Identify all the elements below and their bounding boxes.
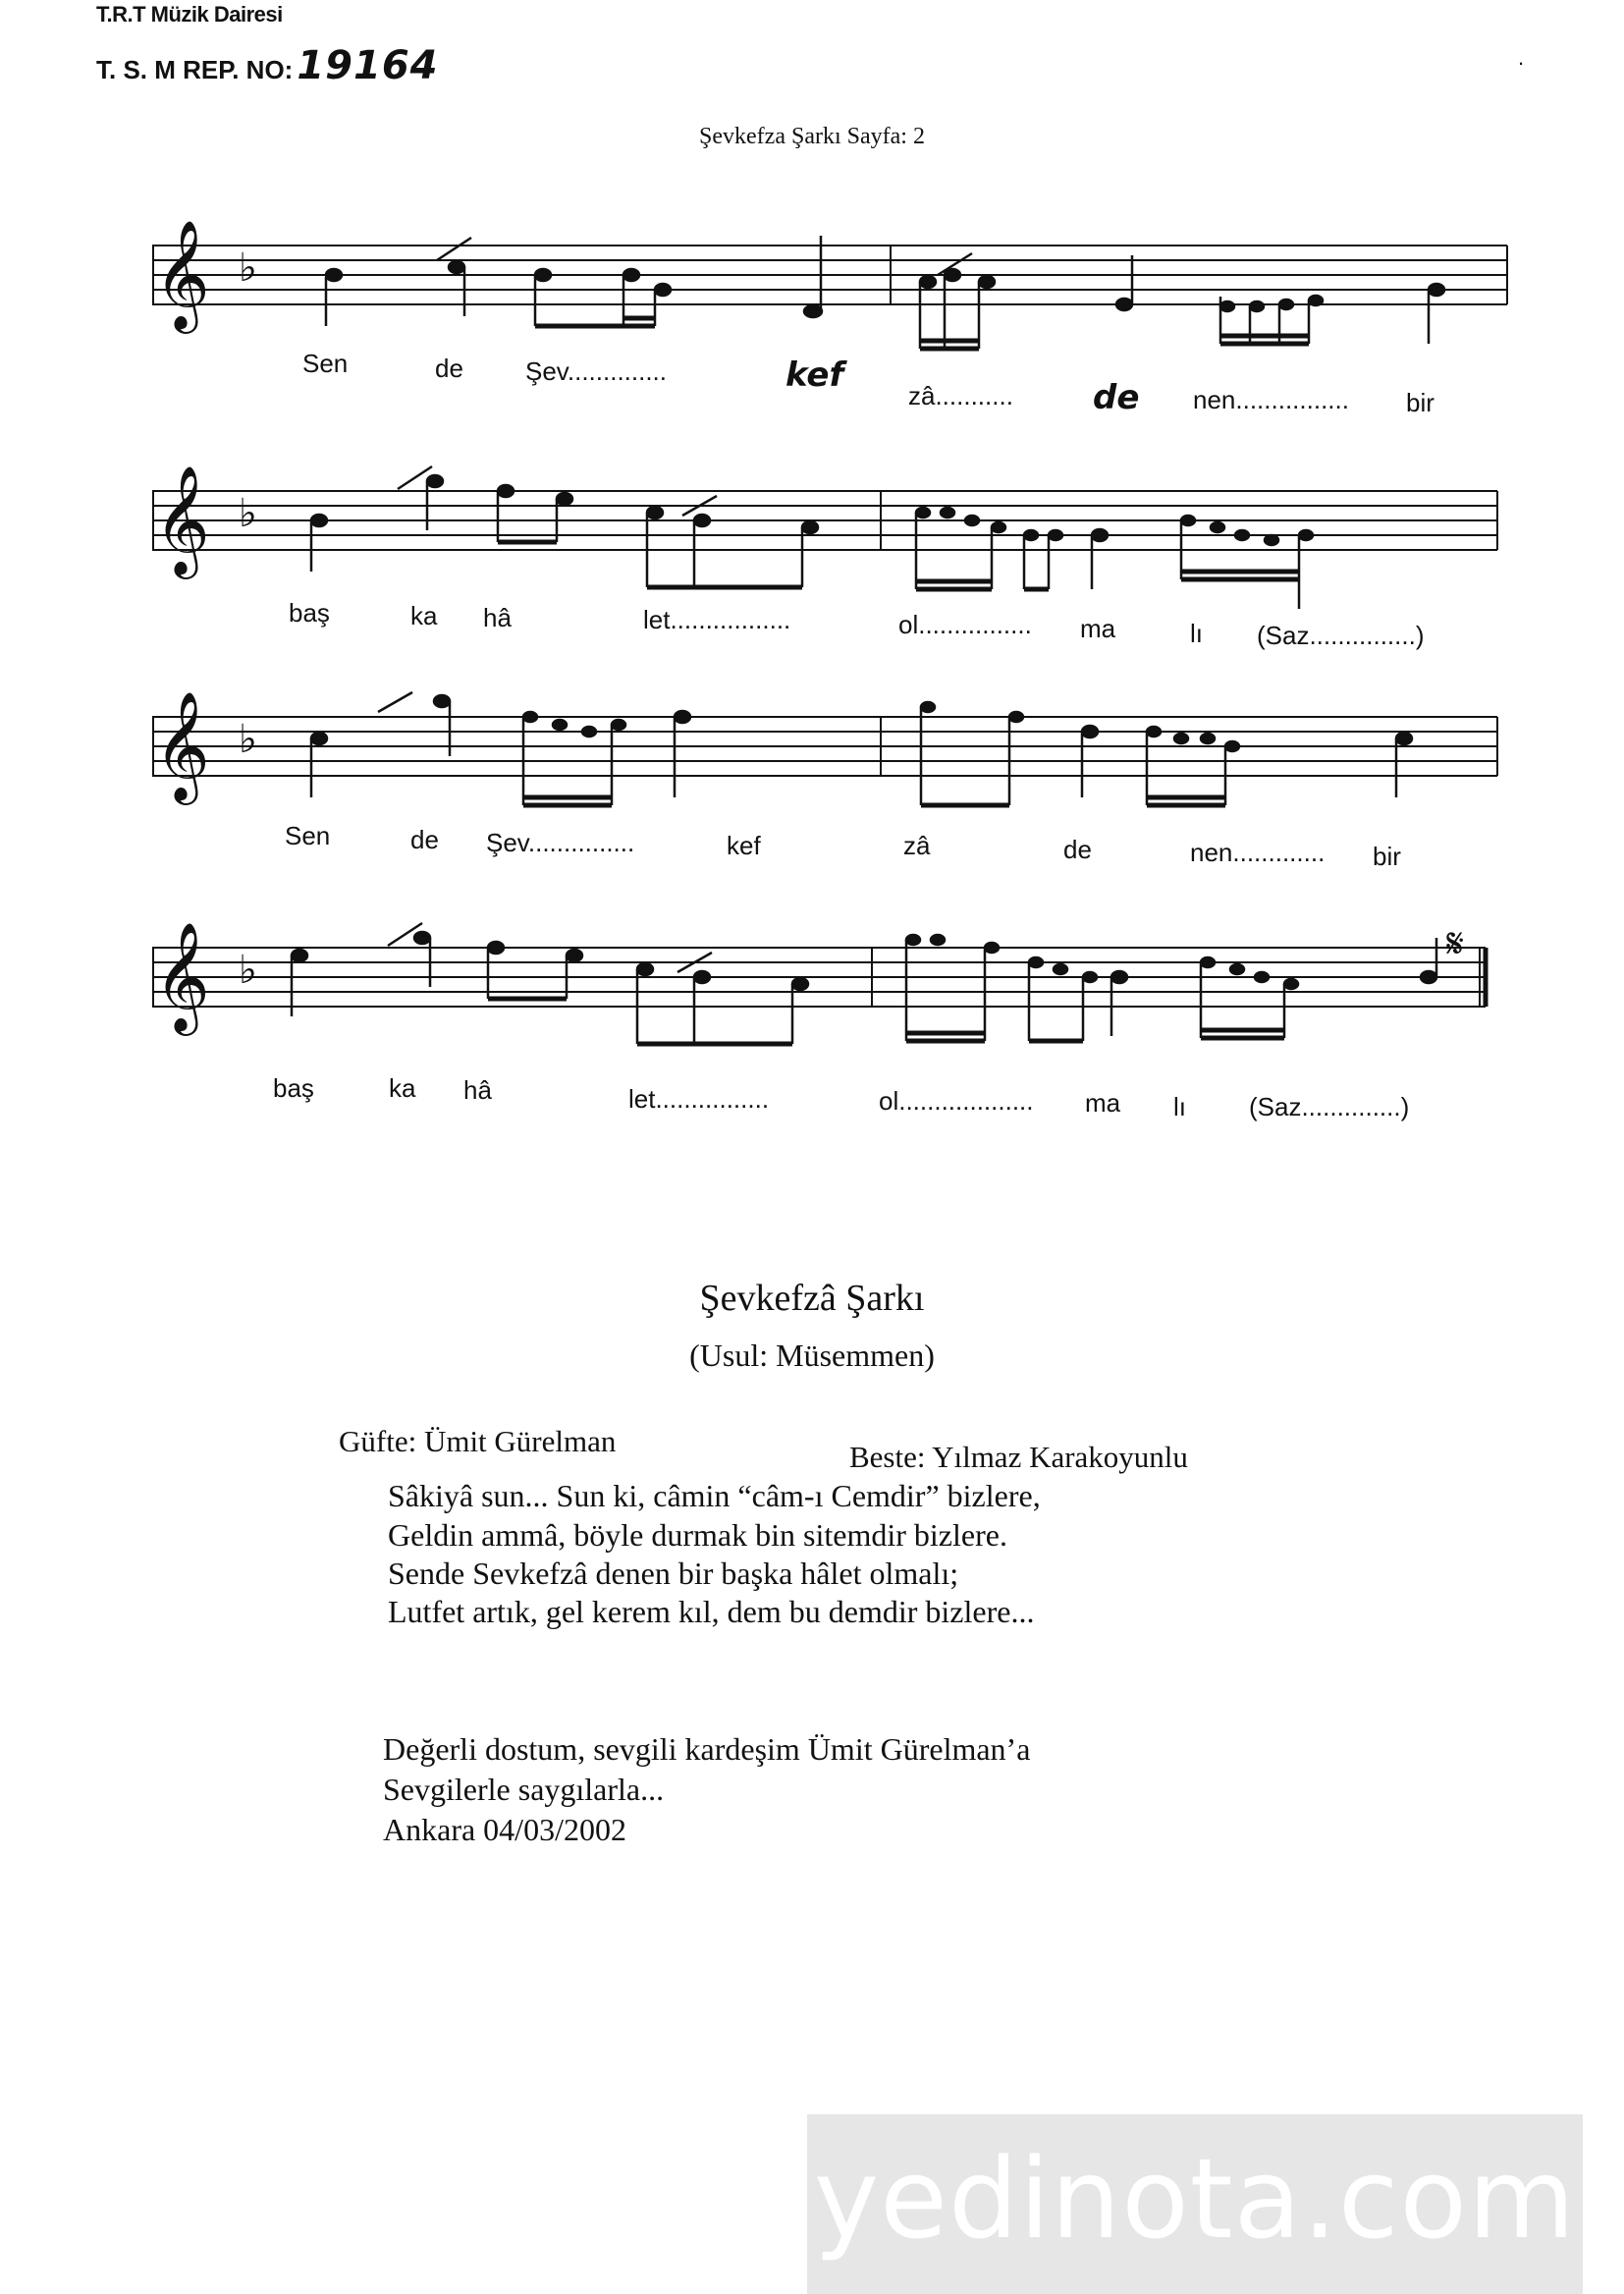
treble-clef-icon: 𝄞 (154, 690, 210, 800)
lyric-syllable: nen............. (1190, 838, 1326, 867)
lyric-syllable: lı (1173, 1092, 1186, 1121)
page-heading: Şevkefza Şarkı Sayfa: 2 (699, 124, 925, 149)
segno-icon: 𝄋 (1446, 919, 1465, 967)
lyric-syllable: ma (1080, 614, 1116, 643)
lyric-syllable: ka (410, 601, 438, 630)
lyric-syllable: de (435, 354, 463, 383)
lyric-syllable: hâ (463, 1075, 492, 1105)
flat-key-signature-icon: ♭ (239, 717, 257, 762)
music-staff-4 (152, 918, 1517, 1065)
flat-key-signature-icon: ♭ (239, 948, 257, 993)
song-title: Şevkefzâ Şarkı (699, 1278, 925, 1319)
lyric-syllable: Sen (302, 349, 349, 378)
lyricist-credit: Güfte: Ümit Gürelman (339, 1424, 617, 1458)
poem-line: Sende Sevkefzâ denen bir başka hâlet olmalı; (388, 1556, 959, 1591)
lyric-syllable: zâ........... (908, 381, 1013, 410)
lyric-syllable: bir (1406, 388, 1435, 417)
music-staff-3 (152, 687, 1517, 835)
corner-mark: . (1518, 45, 1525, 70)
treble-clef-icon: 𝄞 (154, 219, 210, 329)
treble-clef-icon: 𝄞 (154, 921, 210, 1031)
lyric-syllable: ol................ (898, 610, 1032, 639)
poem-line: Sâkiyâ sun... Sun ki, câmin “câm-ı Cemdir” bizlere, (388, 1478, 1041, 1513)
lyric-syllable: Şev............... (486, 828, 635, 857)
lyric-syllable-handwritten: de (1093, 378, 1140, 417)
lyric-syllable: de (1063, 835, 1092, 864)
treble-clef-icon: 𝄞 (154, 464, 210, 574)
lyric-syllable: let................. (643, 605, 791, 634)
poem-line: Lutfet artık, gel kerem kıl, dem bu demdir bizlere... (388, 1594, 1035, 1629)
composer-credit: Beste: Yılmaz Karakoyunlu (849, 1440, 1188, 1474)
watermark-text: yedinota.com (813, 2136, 1577, 2264)
lyric-syllable: baş (289, 598, 330, 628)
dedication-line: Ankara 04/03/2002 (383, 1812, 626, 1847)
flat-key-signature-icon: ♭ (239, 491, 257, 536)
poem-line: Geldin ammâ, böyle durmak bin sitemdir bizlere. (388, 1517, 1007, 1553)
lyric-syllable: baş (273, 1073, 314, 1103)
lyric-syllable: kef (727, 831, 761, 860)
dedication-line: Sevgilerle saygılarla... (383, 1772, 665, 1807)
lyric-syllable: let................ (628, 1084, 770, 1114)
rep-number-handwritten: 19164 (297, 43, 439, 88)
dedication-line: Değerli dostum, sevgili kardeşim Ümit Gürelman’a (383, 1731, 1031, 1767)
rep-number-header (96, 43, 439, 88)
lyric-syllable: ol................... (879, 1086, 1034, 1116)
lyric-syllable: ma (1085, 1088, 1121, 1118)
music-staff-2 (152, 462, 1517, 609)
lyric-syllable: Şev.............. (525, 356, 668, 386)
rep-label: T. S. M REP. NO: (96, 55, 294, 84)
lyric-syllable: ka (389, 1073, 416, 1103)
lyric-syllable: bir (1373, 842, 1401, 871)
song-usul: (Usul: Müsemmen) (689, 1338, 935, 1373)
org-header: T.R.T Müzik Dairesi (96, 2, 283, 27)
lyric-syllable: zâ (903, 831, 931, 860)
lyric-syllable: (Saz...............) (1257, 621, 1425, 650)
lyric-syllable: nen................ (1193, 385, 1349, 414)
flat-key-signature-icon: ♭ (239, 246, 257, 291)
lyric-syllable-handwritten: kef (785, 355, 844, 395)
lyric-syllable: hâ (483, 603, 512, 632)
watermark-box (807, 2114, 1583, 2294)
music-staff-1 (152, 216, 1517, 363)
lyric-syllable: lı (1190, 619, 1203, 648)
lyric-syllable: (Saz..............) (1249, 1092, 1410, 1121)
lyric-syllable: Sen (285, 821, 331, 850)
lyric-syllable: de (410, 825, 439, 854)
